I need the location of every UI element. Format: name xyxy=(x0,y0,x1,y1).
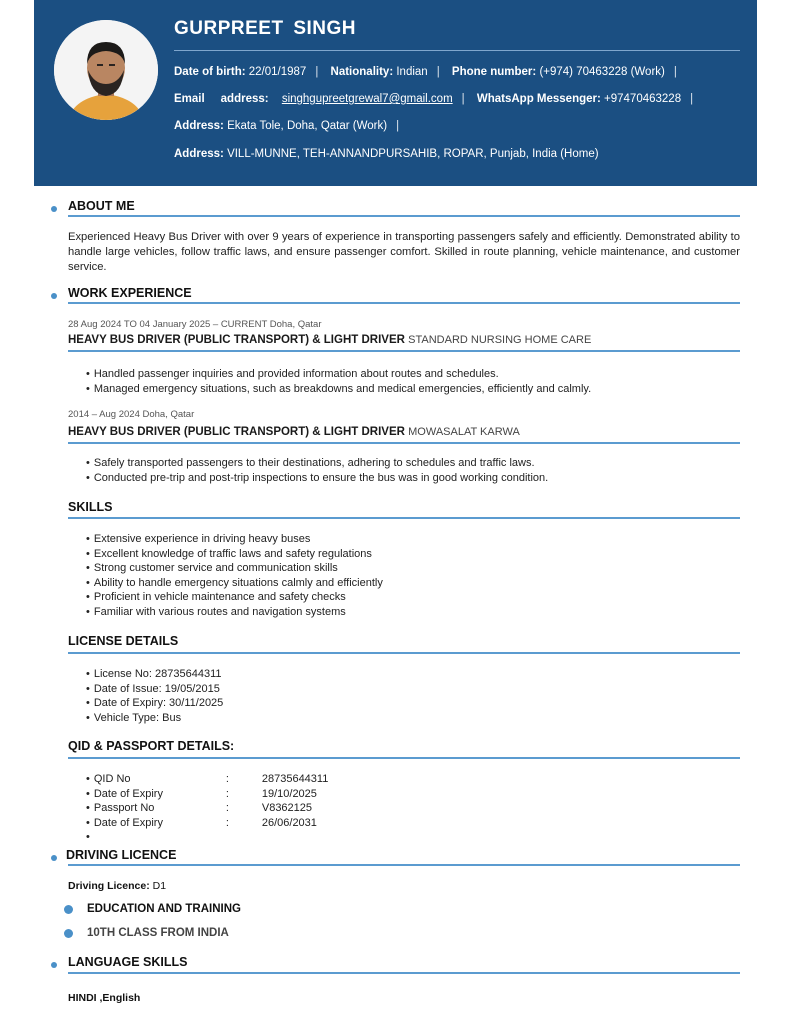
section-rule xyxy=(68,215,740,217)
home-address-value: VILL-MUNNE, TEH-ANNANDPURSAHIB, ROPAR, Punjab, India (Home) xyxy=(227,148,599,160)
qid-expiry-label: Date of Expiry xyxy=(93,787,163,800)
list-item: • Managed emergency situations, such as breakdowns and medical emergencies, efficiently and calmly. xyxy=(86,382,591,397)
list-item: • Ability to handle emergency situations calmly and efficiently xyxy=(86,576,383,591)
header-row-personal xyxy=(174,66,686,78)
dob-label: Date of birth: xyxy=(174,66,246,78)
profile-photo xyxy=(54,20,158,120)
job-bullets xyxy=(86,456,548,485)
section-bullet-dot xyxy=(51,293,57,299)
job-company: STANDARD NURSING HOME CARE xyxy=(408,334,592,346)
separator: | xyxy=(461,93,465,105)
section-bullet-dot xyxy=(51,962,57,968)
header-row-home-address xyxy=(174,148,599,160)
job-meta: 2014 – Aug 2024 Doha, Qatar xyxy=(68,409,195,420)
header-row-contact xyxy=(174,93,702,105)
colon: : xyxy=(225,816,229,829)
colon: : xyxy=(225,802,229,815)
list-item: • License No: 28735644311 xyxy=(86,667,223,682)
passport-label: Passport No xyxy=(93,802,155,815)
work-address-value: Ekata Tole, Doha, Qatar (Work) xyxy=(227,120,388,132)
job-title-line xyxy=(68,426,520,438)
driving-title: DRIVING LICENCE xyxy=(66,848,177,862)
job-rule xyxy=(68,350,740,352)
section-rule xyxy=(68,972,740,974)
qid-title: QID & PASSPORT DETAILS: xyxy=(68,739,235,753)
language-value xyxy=(68,992,140,1004)
education-title xyxy=(87,903,241,915)
separator: | xyxy=(690,93,694,105)
education-title-text: EDUCATION AND TRAINING xyxy=(87,903,241,915)
job-bullets xyxy=(86,367,591,396)
colon: : xyxy=(225,787,229,800)
list-item xyxy=(86,772,328,787)
language-value-text: HINDI ,English xyxy=(68,992,141,1004)
separator: | xyxy=(673,66,677,78)
phone-label: Phone number: xyxy=(451,66,537,78)
driving-licence-label: Driving Licence: xyxy=(68,880,150,892)
separator: | xyxy=(315,66,319,78)
skills-list xyxy=(86,532,383,620)
passport-expiry-label: Date of Expiry xyxy=(93,816,163,829)
colon: : xyxy=(225,773,229,785)
qid-list xyxy=(86,772,328,845)
list-item xyxy=(86,801,328,816)
list-item: • Strong customer service and communication skills xyxy=(86,561,383,576)
skills-title: SKILLS xyxy=(68,500,113,514)
qid-label: QID No xyxy=(93,773,131,785)
section-rule xyxy=(68,864,740,866)
list-item: • Handled passenger inquiries and provided information about routes and schedules. xyxy=(86,367,591,382)
qid-value: 28735644311 xyxy=(261,773,329,785)
education-item xyxy=(87,927,229,939)
header-banner xyxy=(34,0,757,186)
whatsapp-value[interactable]: +97470463228 xyxy=(604,93,682,105)
nationality-label: Nationality: xyxy=(330,66,394,78)
email-label: Email address: xyxy=(174,93,269,105)
phone-value[interactable]: (+974) 70463228 (Work) xyxy=(539,66,665,78)
list-item: • Conducted pre-trip and post-trip inspections to ensure the bus was in good working condition. xyxy=(86,471,548,486)
education-item-text: 10TH CLASS FROM INDIA xyxy=(87,927,229,939)
work-title: WORK EXPERIENCE xyxy=(68,286,192,300)
list-item xyxy=(86,787,328,802)
driving-licence-line xyxy=(68,880,166,892)
list-item: • Date of Issue: 19/05/2015 xyxy=(86,682,223,697)
license-title: LICENSE DETAILS xyxy=(68,634,179,648)
job-company: MOWASALAT KARWA xyxy=(408,426,520,438)
section-rule xyxy=(68,302,740,304)
list-item: • Proficient in vehicle maintenance and safety checks xyxy=(86,590,383,605)
separator: | xyxy=(396,120,400,132)
whatsapp-label: WhatsApp Messenger: xyxy=(476,93,601,105)
section-rule xyxy=(68,517,740,519)
section-bullet-dot xyxy=(51,206,57,212)
job-title-line xyxy=(68,334,591,346)
passport-expiry-value: 26/06/2031 xyxy=(261,816,317,829)
list-item xyxy=(86,830,328,845)
list-item: • Safely transported passengers to their destinations, adhering to schedules and traffic laws. xyxy=(86,456,548,471)
section-rule xyxy=(68,652,740,654)
list-item: • Date of Expiry: 30/11/2025 xyxy=(86,696,223,711)
license-list xyxy=(86,667,223,725)
section-rule xyxy=(68,757,740,759)
list-item: • Vehicle Type: Bus xyxy=(86,711,223,726)
list-item xyxy=(86,816,328,831)
address-label: Address: xyxy=(174,148,224,160)
qid-expiry-value: 19/10/2025 xyxy=(261,787,317,800)
header-row-work-address xyxy=(174,120,408,132)
section-bullet-dot xyxy=(64,905,73,914)
driving-licence-value: D1 xyxy=(152,880,167,892)
job-title: HEAVY BUS DRIVER (PUBLIC TRANSPORT) & LIGHT DRIVER xyxy=(68,426,405,438)
language-title: LANGUAGE SKILLS xyxy=(68,955,188,969)
candidate-name: GURPREET SINGH xyxy=(174,18,357,39)
section-bullet-dot xyxy=(51,855,57,861)
dob-value: 22/01/1987 xyxy=(248,66,307,78)
passport-value: V8362125 xyxy=(261,802,313,815)
job-rule xyxy=(68,442,740,444)
address-label: Address: xyxy=(174,120,224,132)
separator: | xyxy=(436,66,440,78)
job-title: HEAVY BUS DRIVER (PUBLIC TRANSPORT) & LIGHT DRIVER xyxy=(68,334,405,346)
email-link[interactable]: singhgupreetgrewal7@gmail.com xyxy=(281,93,453,105)
about-title: ABOUT ME xyxy=(68,199,135,213)
list-item: • Familiar with various routes and navigation systems xyxy=(86,605,383,620)
list-item: • Extensive experience in driving heavy buses xyxy=(86,532,383,547)
job-meta: 28 Aug 2024 TO 04 January 2025 – CURRENT Doha, Qatar xyxy=(68,319,322,330)
section-bullet-dot xyxy=(64,929,73,938)
list-item: • Excellent knowledge of traffic laws and safety regulations xyxy=(86,547,383,562)
about-text: Experienced Heavy Bus Driver with over 9 years of experience in transporting passengers safely and efficiently. Demonstrated ability to handle large vehicles, follow traffic laws, and ensure passenger comfort. Skilled in route planning, vehicle maintenance, and customer service. xyxy=(68,231,740,273)
nationality-value: Indian xyxy=(396,66,428,78)
header-divider xyxy=(174,50,740,51)
